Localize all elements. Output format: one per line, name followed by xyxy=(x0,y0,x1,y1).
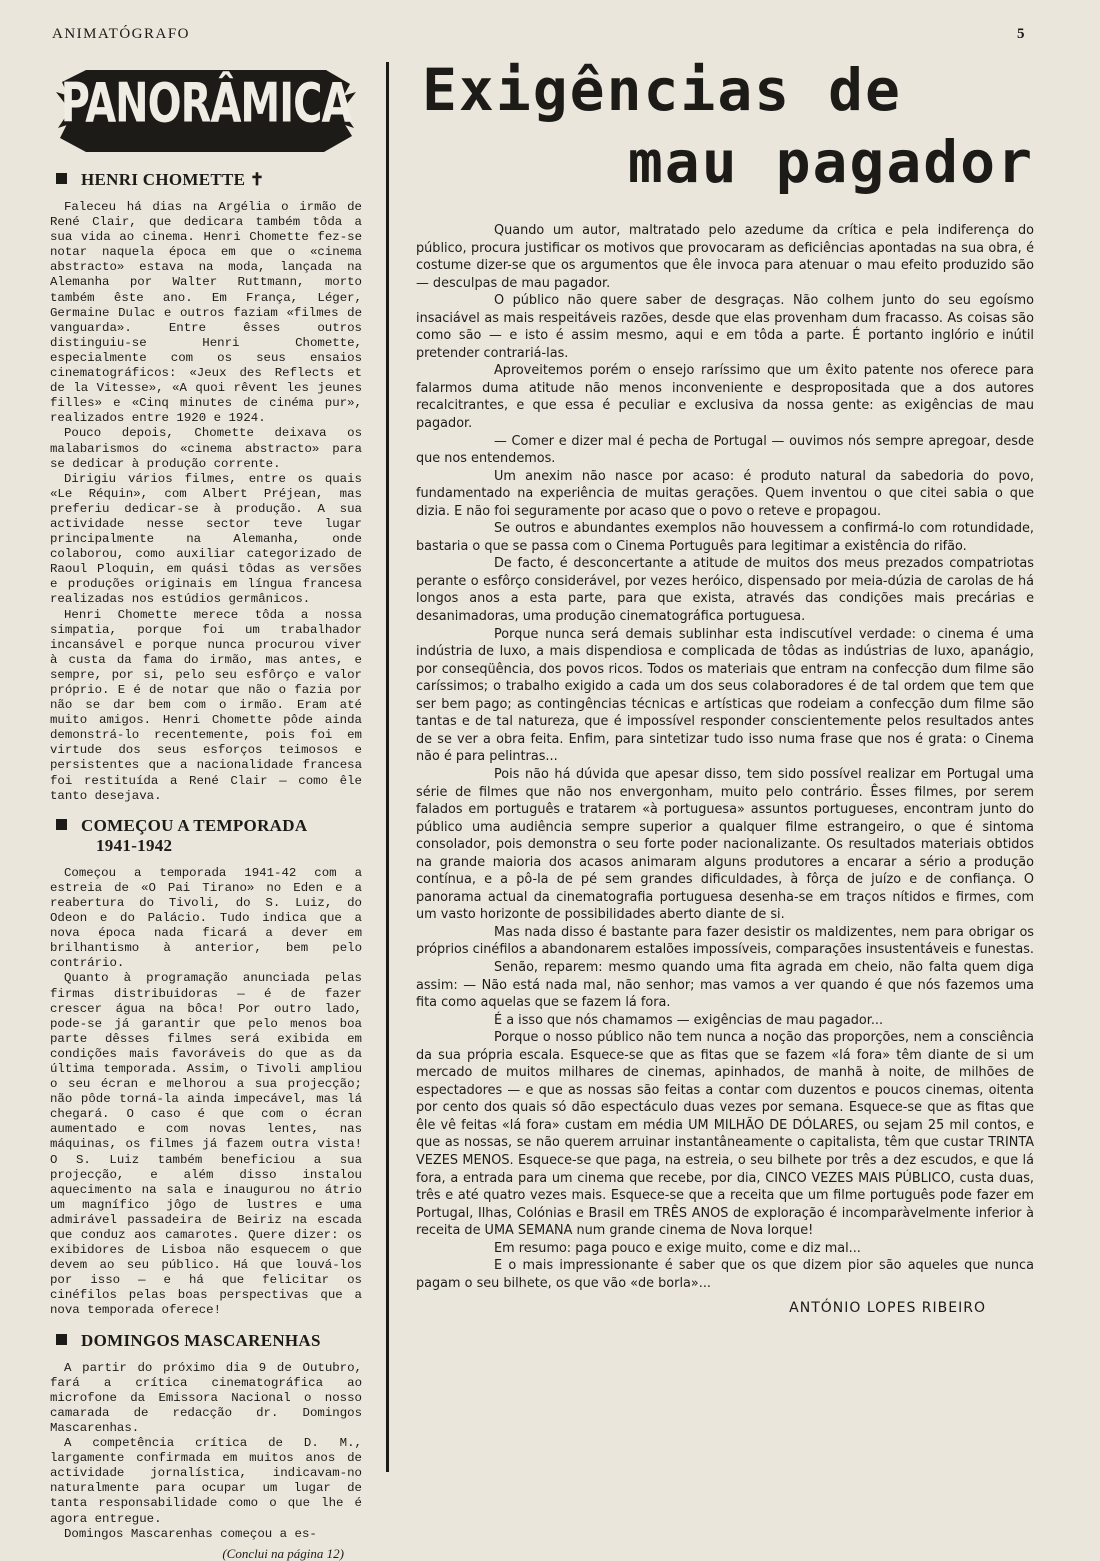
page-number: 5 xyxy=(1017,26,1026,42)
article-paragraph: Pois não há dúvida que apesar disso, tem sido possível realizar em Portugal uma série de filmes que não nos envergonham, muito pelo contrário. Êsses filmes, por serem falados em português e tratarem «à portuguesa» assuntos portugueses, encontram junto do público uma audiência sempre superior a qualquer filme estrangeiro, o que é sintoma consolador, pois demonstra o seu forte poder nacionalizante. Os resultados materiais obtidos na grande maioria dos acasos animaram alguns produtores a encarar a sério a produção contínua, e a pô-la de pé sem grandes dificuldades, à fôrça de juízo e de confiança. O panorama actual da cinematografia portuguesa desenha-se em traços nítidos e firmes, com um vasto horizonte de possibilidades aberto diante de si. xyxy=(416,766,1034,923)
banner-title: PANORÂMICA xyxy=(60,72,352,136)
main-article xyxy=(416,54,1034,1316)
section-heading xyxy=(50,816,362,856)
paragraph: Henri Chomette merece tôda a nossa simpatia, porque foi um trabalhador incansável e porque nunca procurou viver à custa da fama do irmão, mas antes, e sempre, por si, pelo seu esfôrço e valor próprio. E é de notar que não o fazia por não se dar bem com o irmão. Eram até muito amigos. Henri Chomette pôde ainda demonstrá-lo recentemente, pois foi em virtude dos seus esforços teimosos e persistentes que a nacionalidade francesa foi restituída a René Clair — como êle tanto desejava. xyxy=(50,607,362,803)
square-bullet-icon xyxy=(56,173,67,184)
publication-name: ANIMATÓGRAFO xyxy=(52,26,191,42)
paragraph: Domingos Mascarenhas começou a es- xyxy=(64,1526,317,1541)
paragraph: A competência crítica de D. M., largamente confirmada em muitos anos de actividade jornalística, indicavam-no naturalmente para ocupar um lugar de tanta responsabilidade como o que lhe é agora entregue. xyxy=(50,1436,362,1526)
article-paragraph: É a isso que nós chamamos — exigências de mau pagador... xyxy=(494,1012,884,1028)
paragraph: Quanto à programação anunciada pelas firmas distribuidoras — é de fazer crescer água na bôca! Por outro lado, pode-se já garantir que pelo menos boa parte dêsses filmes será exibida em condições mais favoráveis do que as da última temporada. Assim, o Tivoli ampliou o seu écran e melhorou a sua projecção; não pôde torná-la ainda impecável, mas lá chegará. O caso é que com o écran aumentado e com novas lentes, nas máquinas, os filmes já fazem outra vista! O S. Luiz também beneficiou a sua projecção, e além disso instalou aquecimento na sala e inaugurou no átrio um magnífico jôgo de lustres e uma admirável passadeira de Beiriz na escada que conduz aos camarotes. Quere dizer: os exibidores de Lisboa não esquecem o que devem ao seu público. Há que louvá-los por isso — e há que felicitar os cinéfilos pelas boas perspectivas que a nova temporada oferece! xyxy=(50,971,362,1318)
paragraph: Dirigiu vários filmes, entre os quais «Le Réquin», com Albert Préjean, mas preferiu dedicar-se à produção. A sua actividade nesse sector teve lugar principalmente na Alemanha, onde colaborou, como auxiliar categorizado de Raoul Ploquin, em quási tôdas as versões e produções originais em língua francesa realizadas nos estúdios germânicos. xyxy=(50,471,362,607)
article-paragraph: Senão, reparem: mesmo quando uma fita agrada em cheio, não falta quem diga assim: — Não está nada mal, não senhor; mas vamos a ver quando é que nós fazemos uma fita como aquelas que se fazem lá fora. xyxy=(416,959,1034,1011)
article-paragraph: De facto, é desconcertante a atitude de muitos dos meus prezados compatriotas perante o esfôrço considerável, por vezes heróico, dispensado por meia-dúzia de carolas de há longos anos a esta parte, para que exista, através das condições mais precárias e desanimadoras, uma produção cinematográfica portuguesa. xyxy=(416,556,1034,625)
article-paragraph: Quando um autor, maltratado pelo azedume da crítica e pela indiferença do público, procura justificar os motivos que provocaram as deficiências apontadas na sua obra, é costume dizer-se que os argumentos que êle invoca para atenuar o mau efeito produzido são — desculpas de mau pagador. xyxy=(416,223,1034,291)
paragraph: Pouco depois, Chomette deixava os malabarismos do «cinema abstracto» para se dedicar à produção corrente. xyxy=(50,426,362,471)
article-headline xyxy=(416,54,1034,198)
article-paragraph: O público não quere saber de desgraças. Não colhem junto do seu egoísmo insaciável as mais respeitáveis razões, desde que elas provenham dum fracasso. As coisas são como são — e isto é assim mesmo, aqui e em tôda a parte. É portanto inglório e inútil pretender contrariá-las. xyxy=(416,293,1034,361)
article-paragraph: Em resumo: paga pouco e exige muito, come e diz mal... xyxy=(494,1240,861,1256)
column-divider xyxy=(386,62,389,1472)
section-subtitle: 1941-1942 xyxy=(96,835,173,855)
section-heading xyxy=(50,170,362,190)
running-header xyxy=(52,26,1026,48)
left-column xyxy=(50,62,362,1561)
article-paragraph: — Comer e dizer mal é pecha de Portugal — ouvimos nós sempre apregoar, desde que nos entendemos. xyxy=(416,433,1034,467)
square-bullet-icon xyxy=(56,1334,67,1345)
headline-line-2: mau pagador xyxy=(627,128,1034,196)
continued-note: (Conclui na página 12) xyxy=(222,1545,344,1561)
panoramica-banner xyxy=(56,62,356,158)
headline-line-1: Exigências de xyxy=(422,56,902,124)
section-title: DOMINGOS MASCARENHAS xyxy=(81,1330,321,1350)
article-paragraph: Porque nunca será demais sublinhar esta indiscutível verdade: o cinema é uma indústria de luxo, a mais dispendiosa e complicada de tôdas as indústrias de luxo, apanágio, por conseqüência, dos povos ricos. Todos os materiais que entram na confecção dum filme são caríssimos; o trabalho exigido a cada um dos seus colaboradores é de tal ordem que tem que ser bem pago; as contingências técnicas e artísticas que rodeiam a confecção dum filme são tantas e de tal natureza, que é impossível responder conscientemente pelos resultados antes de se ver a obra feita. Enfim, para sintetizar tudo isso numa frase que nos é grata: o Cinema não é para pelintras... xyxy=(416,626,1034,765)
article-paragraph: Mas nada disso é bastante para fazer desistir os maldizentes, nem para obrigar os próprios cinéfilos a abandonarem estalões impossíveis, comparações insustentáveis e funestas. xyxy=(416,924,1035,958)
article-paragraph: E o mais impressionante é saber que os que dizem pior são aqueles que nunca pagam o seu bilhete, os que vão «de borla»... xyxy=(416,1258,1034,1291)
section-title: COMEÇOU A TEMPORADA xyxy=(81,815,308,835)
paragraph: Começou a temporada 1941-42 com a estreia de «O Pai Tirano» no Eden e a reabertura do Tivoli, do S. Luiz, do Odeon e do Palácio. Tudo indica que a nova época nada ficará a dever em brilhantismo à anterior, bem pelo contrário. xyxy=(50,865,362,971)
article-paragraph: Um anexim não nasce por acaso: é produto natural da sabedoria do povo, fundamentado na experiência de muitas gerações. Quem inventou o que citei sabia o que dizia. E não foi seguramente por acaso que o povo o reteve e propagou. xyxy=(416,468,1034,519)
section-heading xyxy=(50,1331,362,1351)
article-paragraph: Se outros e abundantes exemplos não houvessem a confirmá-lo com rotundidade, bastaria o que se passa com o Cinema Português para legitimar a existência do rifão. xyxy=(416,521,1034,554)
section-title: HENRI CHOMETTE ✝ xyxy=(81,170,265,189)
square-bullet-icon xyxy=(56,819,67,830)
article-paragraph: Porque o nosso público não tem nunca a noção das proporções, nem a consciência da sua própria escala. Esquece-se que as fitas que se fazem «lá fora» têm diante de si um mercado de muitos milhares de cinemas, apinhados, de manhã à noite, de milhões de espectadores — e que as nossas são feitas a contar com duzentos e poucos cinemas, oitenta por cento dos quais só dão espectáculo duas vezes por semana. Esquece-se que as fitas que êle vê feitas «lá fora» custam em média UM MILHÃO DE DÓLARES, ou sejam 25 mil contos, e que as nossas, se não querem arruinar instantâneamente o capitalista, têm que custar TRINTA VEZES MENOS. Esquece-se que paga, na estreia, o seu bilhete por três a dez escudos, e que lá fora, a entrada para um cinema que recebe, por dia, CINCO VEZES MAIS PÚBLICO, custa duas, três e até quatro vezes mais. Esquece-se que a receita que um filme português pode fazer em Portugal, Ilhas, Colónias e Brasil em TRÊS ANOS de exploração é incomparàvelmente inferior à receita de UMA SEMANA num grande cinema de Nova Iorque! xyxy=(416,1030,1034,1239)
paragraph: A partir do próximo dia 9 de Outubro, fará a crítica cinematográfica ao microfone da Emissora Nacional o nosso camarada de redacção dr. Domingos Mascarenhas. xyxy=(50,1360,362,1435)
article-paragraph: Aproveitemos porém o ensejo raríssimo que um êxito patente nos oferece para falarmos duma atitude não menos inconveniente e despropositada que a dos autores recalcitrantes, e que essa é peculiar e exclusiva da nossa gente: as exigências de mau pagador. xyxy=(416,363,1034,432)
author-byline: ANTÓNIO LOPES RIBEIRO xyxy=(789,1300,986,1317)
article-body xyxy=(416,222,1034,1292)
paragraph: Faleceu há dias na Argélia o irmão de René Clair, que dedicara também tôda a sua vida ao cinema. Henri Chomette fez-se notar naquela época em que o «cinema abstracto» estava na moda, lançada na Alemanha por Walter Ruttmann, morto também êste ano. Em França, Léger, Germaine Dulac e outros faziam «filmes de vanguarda». Entre êsses outros distinguiu-se Henri Chomette, especialmente com os seus ensaios cinematográficos: «Jeux des Reflects et de la Vitesse», «A quoi rêvent les jeunes filles» e «Cinq minutes de cinéma pur», realizados entre 1920 e 1924. xyxy=(50,200,362,426)
